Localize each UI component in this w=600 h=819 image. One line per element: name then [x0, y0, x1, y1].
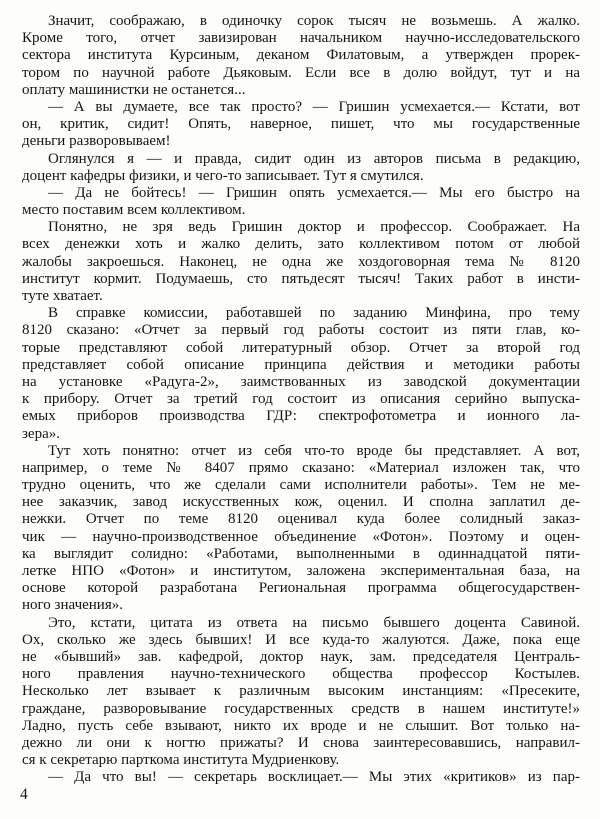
- text-line: В справке комиссии, работавшей по заданию Минфина, про тему: [48, 305, 580, 322]
- text-line: тором по научной работе Дьяковым. Если все в долю войдут, тут и на: [22, 64, 580, 81]
- text-line: 8120 сказано: «Отчет за первый год работы состоит из пяти глав, ко-: [22, 322, 580, 339]
- text-line: институт кормит. Подумаешь, сто пятьдесят тысяч! Таких работ в инсти-: [22, 270, 580, 287]
- paragraph: [22, 615, 580, 770]
- text-line: зера».: [22, 425, 60, 442]
- text-line: ся к секретарю парткома института Мудриенкову.: [22, 752, 340, 769]
- text-line: Оглянулся я — и правда, сидит один из авторов письма в редакцию,: [48, 150, 580, 167]
- text-line: он, критик, сидит! Опять, наверное, пишет, что мы государственные: [22, 116, 580, 133]
- text-line: емых приборов производства ГДР: спектрофотометра и ионного ла-: [22, 408, 580, 425]
- text-line: Тут хоть понятно: отчет из себя что-то вроде бы представляет. А вот,: [48, 442, 580, 459]
- text-line: доцент кафедры физики, и чего-то записывает. Тут я смутился.: [22, 167, 424, 184]
- paragraph: [22, 305, 580, 443]
- paragraph: [22, 185, 580, 219]
- text-line: Значит, соображаю, в одиночку сорок тысяч не возьмешь. А жалко.: [48, 13, 580, 29]
- text-line: всех денежки хоть и жалко делить, зато коллективом потом от любой: [22, 236, 580, 253]
- paragraph: [22, 151, 580, 185]
- text-line: Это, кстати, цитата из ответа на письмо бывшего доцента Савиной.: [48, 614, 580, 631]
- text-line: граждане, разворовывание государственных средств в нашем институте!»: [22, 700, 580, 717]
- text-line: Ох, сколько же здесь бывших! И все куда-то жалуются. Даже, пока еще: [22, 631, 580, 648]
- text-line: место поставим всем коллективом.: [22, 202, 246, 219]
- text-line: ного правления научно-технического общества профессор Костылев.: [22, 666, 580, 683]
- text-line: Кроме того, отчет завизирован начальником научно-исследовательского: [22, 30, 580, 47]
- page-number: 4: [20, 786, 28, 803]
- text-line: деньги разворовываем!: [22, 133, 171, 150]
- text-line: представляет собой описание принципа действия и методики работы: [22, 356, 580, 373]
- text-line: сектора института Курсиным, деканом Филатовым, а утвержден прорек-: [22, 47, 580, 64]
- text-line: туте хватает.: [22, 288, 103, 304]
- text-line: чик — научно-производственное объединение «Фотон». Поэтому и оцен-: [22, 528, 580, 545]
- text-line: к прибору. Отчет за третий год состоит из описания серийно выпуска-: [22, 391, 580, 408]
- text-line: ка выглядит солидно: «Работами, выполненными в одиннадцатой пяти-: [22, 545, 580, 562]
- text-line: — Да что вы! — секретарь восклицает.— Мы этих «критиков» из пар-: [48, 769, 580, 786]
- text-line: дежно ли они к ногтю прижаты? И снова заинтересовавшись, направил-: [22, 734, 580, 751]
- text-line: нежки. Отчет по теме 8120 оценивал куда более солидный заказ-: [22, 511, 580, 528]
- text-line: например, о теме № 8407 прямо сказано: «Материал изложен так, что: [22, 459, 580, 476]
- paragraph: [22, 219, 580, 305]
- page-text: [22, 13, 580, 786]
- paragraph: [22, 99, 580, 151]
- paragraph: [22, 769, 580, 786]
- text-line: на установке «Радуга-2», заимствованных из заводской документации: [22, 373, 580, 390]
- text-line: торые представляют собой литературный обзор. Отчет за второй год: [22, 339, 580, 356]
- paragraph: [22, 443, 580, 615]
- text-line: жалобы закроешься. Наконец, не одна же хоздоговорная тема № 8120: [22, 253, 580, 270]
- text-line: оплату машинистки не останется...: [22, 81, 246, 98]
- text-line: нее заказчик, завод искусственных кож, оценил. И сполна заплатил де-: [22, 494, 580, 511]
- text-line: трудно оценить, что же сделали сами исполнители работы». Тем не ме-: [22, 477, 580, 494]
- text-line: — Да не бойтесь! — Гришин опять усмехается.— Мы его быстро на: [48, 184, 580, 201]
- text-line: ного значения».: [22, 597, 123, 614]
- paragraph: [22, 13, 580, 99]
- text-line: Ладно, пусть себе взывают, никто их вроде и не слышит. Вот только на-: [22, 717, 580, 734]
- text-line: основе которой разработана Региональная программа общегосударствен-: [22, 580, 580, 597]
- text-line: летке НПО «Фотон» и институтом, заложена экспериментальная база, на: [22, 563, 580, 579]
- text-line: не «бывший» зав. кафедрой, доктор наук, зам. председателя Централь-: [22, 648, 580, 665]
- text-line: Понятно, не зря ведь Гришин доктор и профессор. Соображает. На: [48, 219, 580, 236]
- text-line: Несколько лет взывает к различным высоким инстанциям: «Пресеките,: [22, 683, 580, 700]
- text-line: — А вы думаете, все так просто? — Гришин усмехается.— Кстати, вот: [48, 98, 580, 115]
